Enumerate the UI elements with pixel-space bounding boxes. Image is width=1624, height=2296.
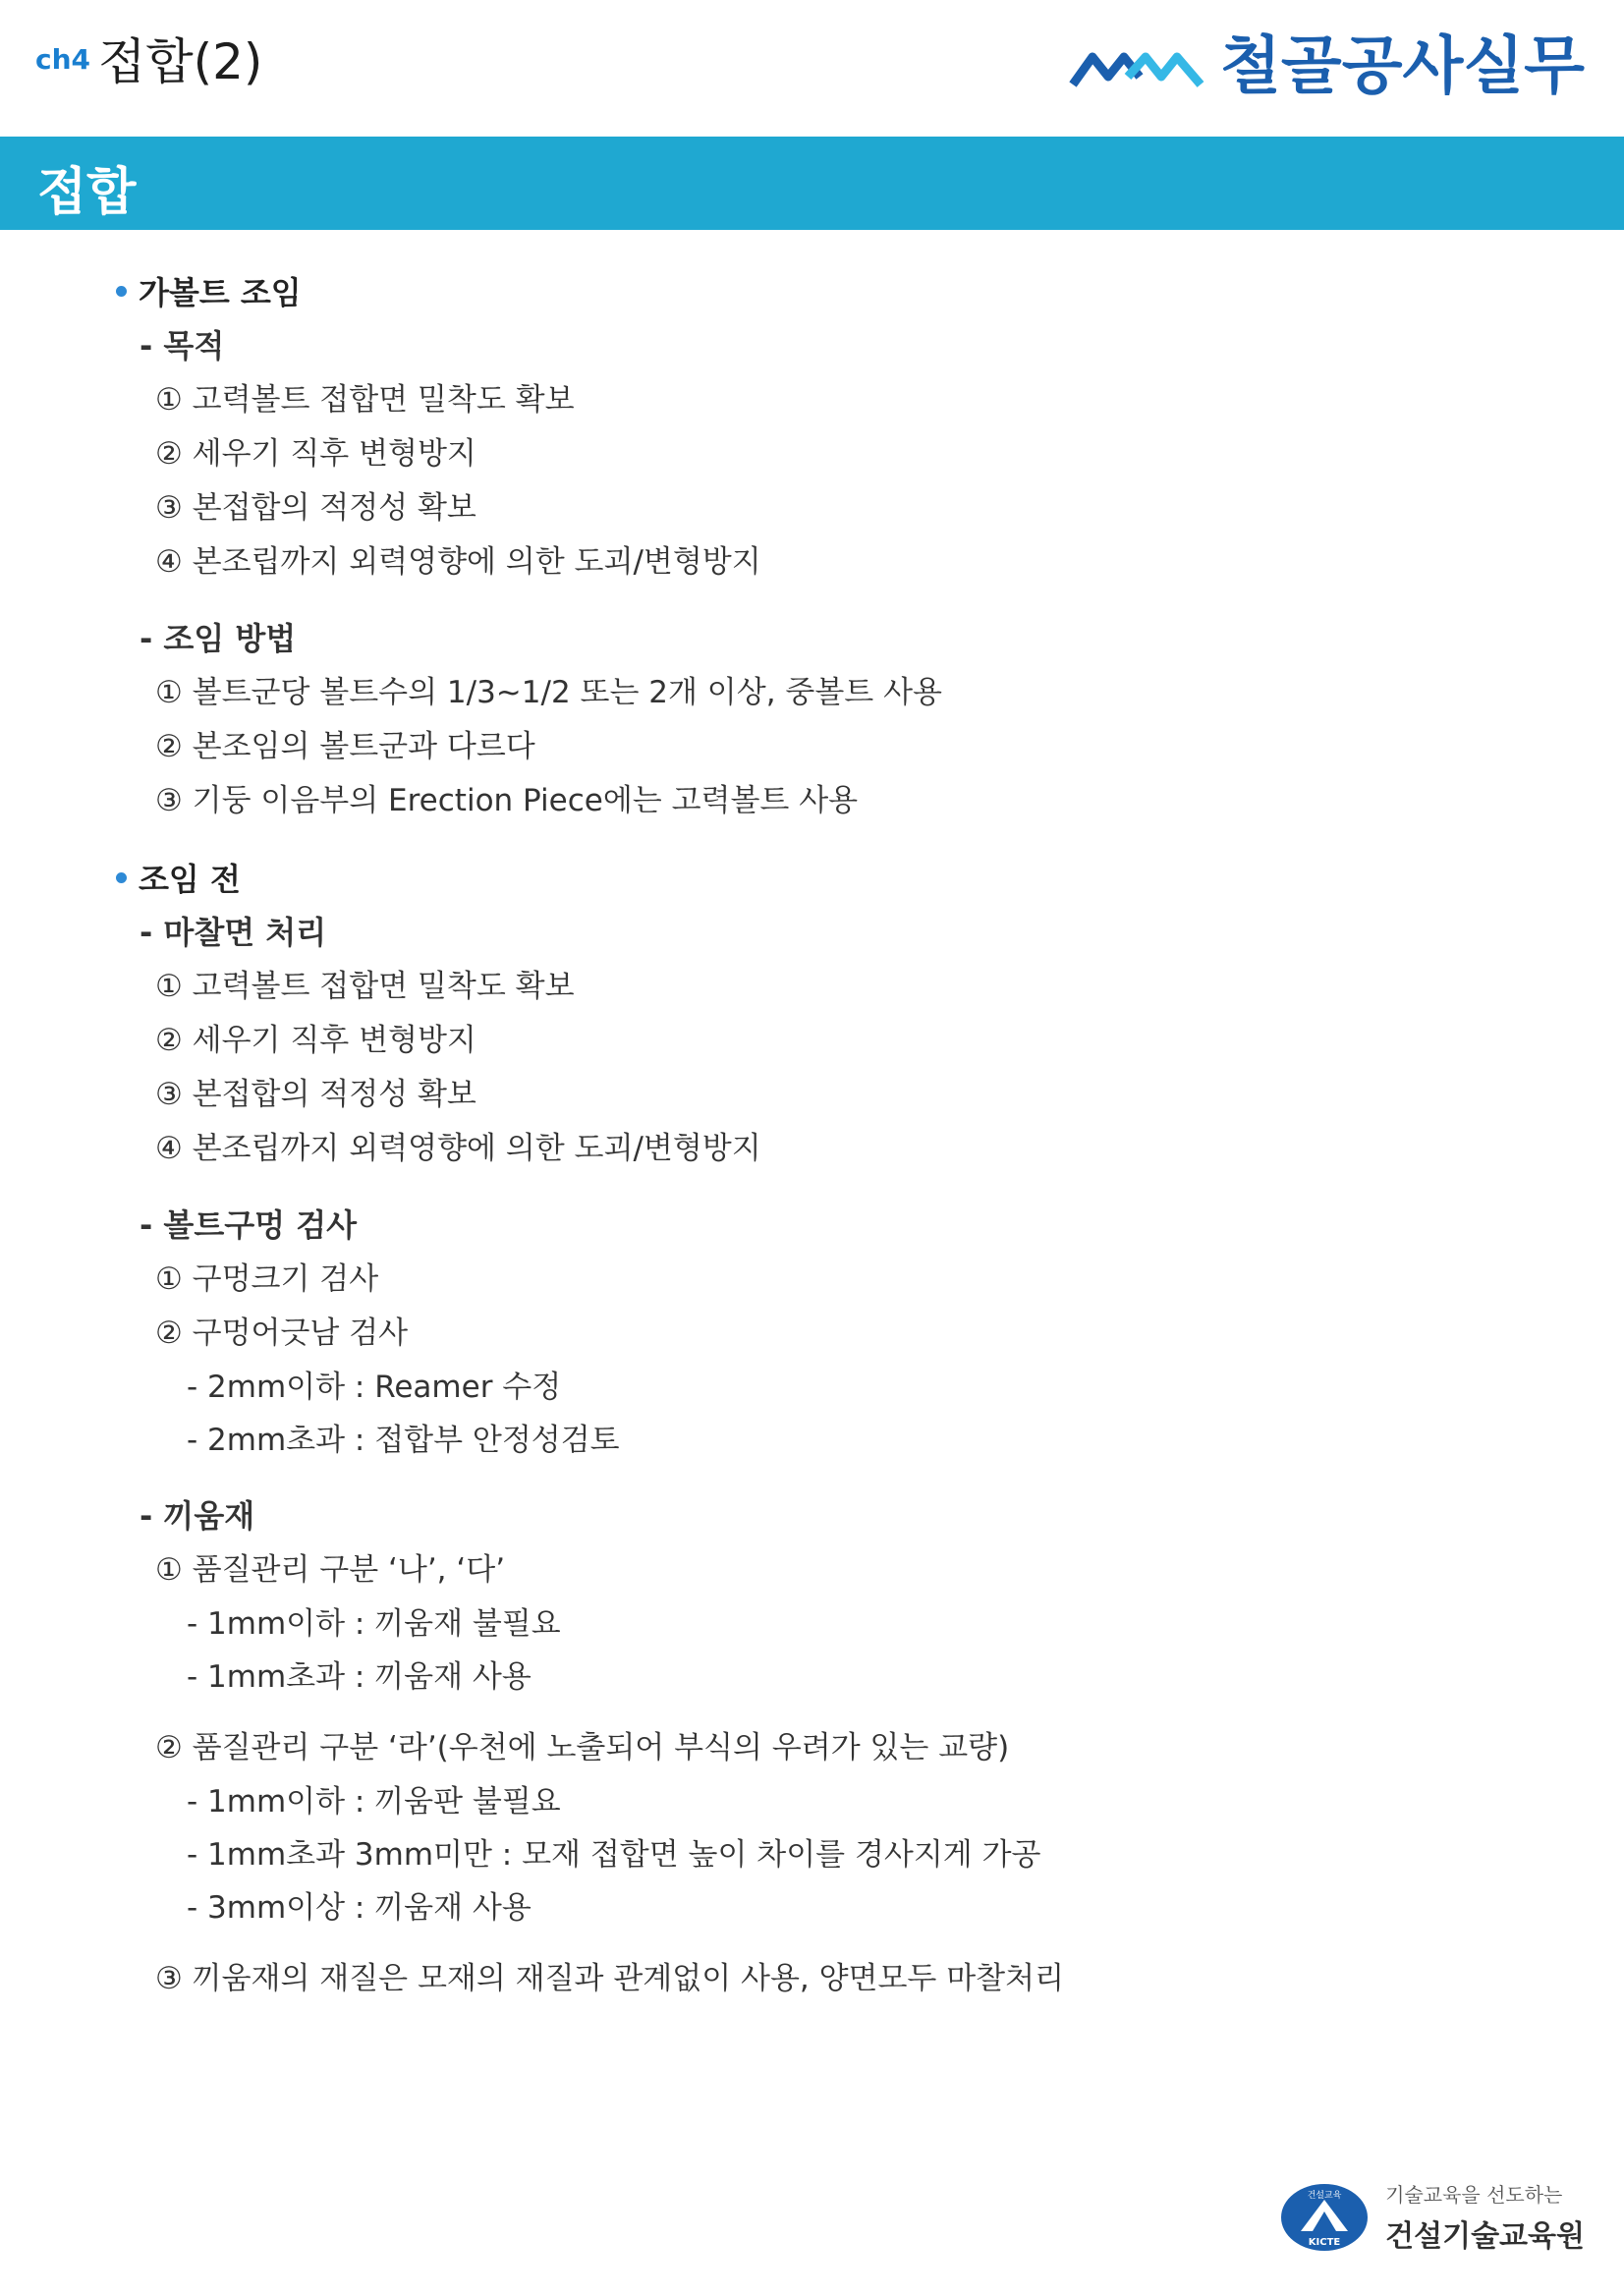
list-item: ② 세우기 직후 변형방지 (155, 436, 476, 472)
list-item: ② 구멍어긋남 검사 (155, 1316, 409, 1351)
list-item: ① 구멍크기 검사 (155, 1261, 379, 1297)
list-item: ③ 본접합의 적정성 확보 (155, 1077, 476, 1112)
list-item: ④ 본조립까지 외력영향에 의한 도괴/변형방지 (155, 544, 761, 580)
kicte-logo-icon (1279, 2182, 1370, 2253)
list-item: ③ 끼움재의 재질은 모재의 재질과 관계없이 사용, 양면모두 마찰처리 (155, 1961, 1065, 1996)
brand-title: 철골공사실무 (1220, 30, 1585, 103)
subsection-title: - 볼트구멍 검사 (140, 1206, 358, 1244)
subsection-title: - 마찰면 처리 (140, 914, 327, 951)
footer-org-name: 건설기술교육원 (1385, 2219, 1585, 2254)
footer-logo-block (1279, 2179, 1585, 2255)
list-item: ③ 본접합의 적정성 확보 (155, 490, 476, 526)
chapter-number: ch4 (35, 43, 91, 76)
footer-text (1385, 2179, 1585, 2255)
list-item: ② 본조임의 볼트군과 다르다 (155, 729, 535, 764)
logo-bottom-text: KICTE (1308, 2236, 1341, 2248)
section-banner (0, 137, 1624, 230)
detail-item: - 1mm초과 : 끼움재 사용 (187, 1659, 532, 1695)
subsection-title: - 끼움재 (140, 1497, 255, 1535)
brand-logo-icon (1069, 45, 1206, 88)
list-item: ③ 기둥 이음부의 Erection Piece에는 고력볼트 사용 (155, 783, 859, 818)
subsection-title: - 조임 방법 (140, 620, 297, 657)
document-body (116, 263, 1491, 2006)
detail-item: - 3mm이상 : 끼움재 사용 (187, 1890, 532, 1926)
list-item: ① 품질관리 구분 ‘나’, ‘다’ (155, 1552, 506, 1588)
section-heading (116, 263, 1491, 318)
detail-item: - 2mm초과 : 접합부 안정성검토 (187, 1423, 620, 1458)
footer-tagline: 기술교육을 선도하는 (1385, 2183, 1563, 2207)
detail-item: - 1mm이하 : 끼움판 불필요 (187, 1784, 561, 1820)
brand-header (1069, 30, 1585, 103)
detail-item: - 1mm이하 : 끼움재 불필요 (187, 1606, 561, 1642)
list-item: ① 볼트군당 볼트수의 1/3~1/2 또는 2개 이상, 중볼트 사용 (155, 675, 942, 710)
list-item: ② 품질관리 구분 ‘라’(우천에 노출되어 부식의 우려가 있는 교량) (155, 1730, 1010, 1765)
chapter-heading (35, 35, 262, 89)
logo-top-text: 건설교육 (1307, 2190, 1342, 2201)
section-title: 조임 전 (139, 861, 241, 898)
bullet-icon (116, 872, 127, 883)
section-heading (116, 850, 1491, 905)
detail-item: - 2mm이하 : Reamer 수정 (187, 1370, 562, 1405)
list-item: ④ 본조립까지 외력영향에 의한 도괴/변형방지 (155, 1131, 761, 1166)
section-title: 가볼트 조임 (139, 274, 302, 311)
detail-item: - 1mm초과 3mm미만 : 모재 접합면 높이 차이를 경사지게 가공 (187, 1837, 1041, 1873)
page-title: 접합(2) (98, 33, 263, 90)
banner-title: 접합 (37, 163, 137, 222)
list-item: ① 고력볼트 접합면 밀착도 확보 (155, 382, 575, 418)
list-item: ② 세우기 직후 변형방지 (155, 1023, 476, 1058)
subsection-title: - 목적 (140, 327, 225, 364)
list-item: ① 고력볼트 접합면 밀착도 확보 (155, 969, 575, 1004)
bullet-icon (116, 286, 127, 297)
